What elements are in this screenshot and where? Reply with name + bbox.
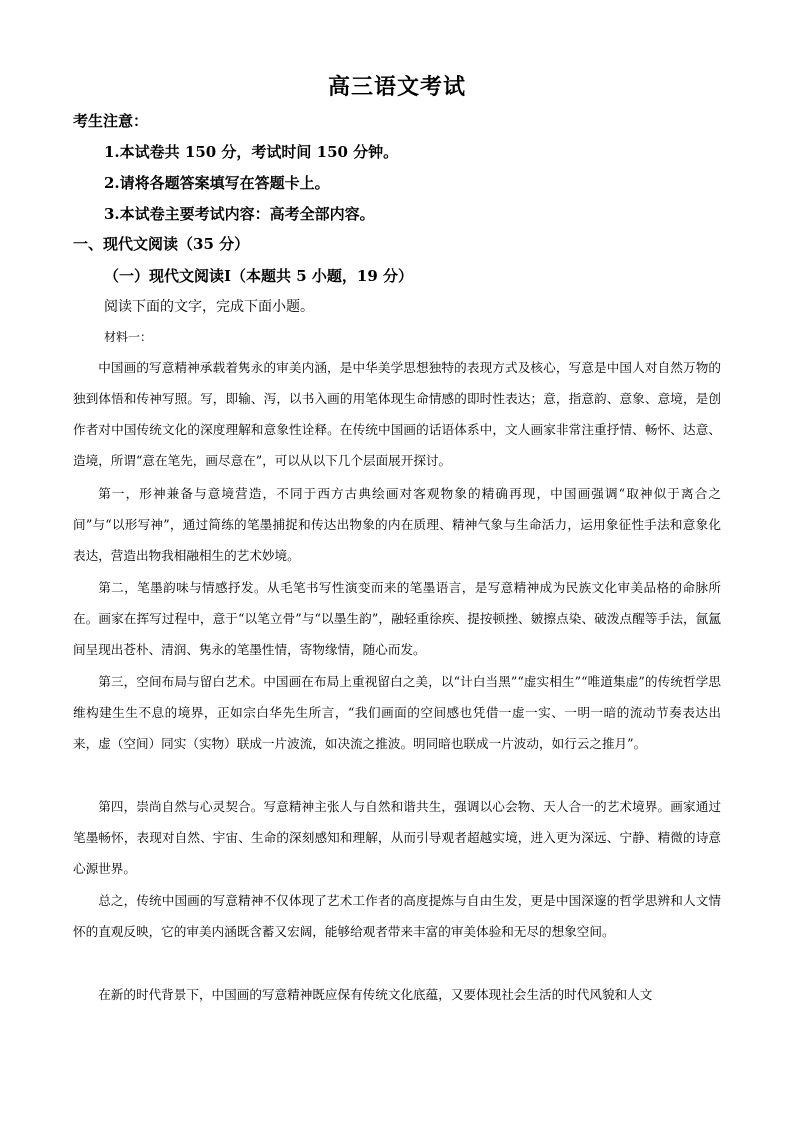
- notice-item-3: 3.本试卷主要考试内容：高考全部内容。: [104, 205, 375, 223]
- subsection-heading: （一）现代文阅读Ⅰ（本题共 5 小题，19 分）: [104, 267, 413, 285]
- material-label: 材料一：: [104, 330, 153, 344]
- paragraph-summary: 总之，传统中国画的写意精神不仅体现了艺术工作者的高度提炼与自由生发，更是中国深邃的哲学思辨和人文情怀的直观反映，它的审美内涵既含蓄又宏阔，能够给观者带来丰富的审美体验和无尽的想象空间。: [73, 893, 721, 939]
- paragraph-point-3: 第三，空间布局与留白艺术。中国画在布局上重视留白之美，以“计白当黑”“虚实相生”“唯道集虚”的传统哲学思维构建生生不息的境界，正如宗白华先生所言，“我们画面的空间感也凭借一虚一实、一明一暗的流动节奏表达出来，虚（空间）同实（实物）联成一片波流，如决流之推波。明同暗也联成一片波动，如行云之推月”。: [73, 674, 721, 751]
- paragraph-intro: 中国画的写意精神承载着隽永的审美内涵，是中华美学思想独特的表现方式及核心，写意是中国人对自然万物的独到体悟和传神写照。写，即输、泻，以书入画的用笔体现生命情感的即时性表达；意，指意韵、意象、意境，是创作者对中国传统文化的深度理解和意象性诠释。在传统中国画的话语体系中，文人画家非常注重抒情、畅怀、达意、造境，所谓“意在笔先，画尽意在”，可以从以下几个层面展开探讨。: [73, 360, 721, 468]
- section-heading: 一、现代文阅读（35 分）: [73, 235, 250, 253]
- paragraph-point-1: 第一，形神兼备与意境营造，不同于西方古典绘画对客观物象的精确再现，中国画强调“取神似于离合之间”与“以形写神”，通过简练的笔墨捕捉和传达出物象的内在质理、精神气象与生命活力，运用象征性手法和意象化表达，营造出物我相融相生的艺术妙境。: [73, 486, 721, 563]
- paragraph-point-4: 第四，崇尚自然与心灵契合。写意精神主张人与自然和谐共生，强调以心会物、天人合一的艺术境界。画家通过笔墨畅怀，表现对自然、宇宙、生命的深刻感知和理解，从而引导观者超越实境，进入更为深远、宁静、精微的诗意心源世界。: [73, 799, 721, 876]
- reading-instruction: 阅读下面的文字，完成下面小题。: [104, 299, 314, 315]
- notice-item-1: 1.本试卷共 150 分，考试时间 150 分钟。: [104, 143, 399, 161]
- notice-item-2: 2.请将各题答案填写在答题卡上。: [104, 174, 330, 192]
- notice-heading: 考生注意：: [73, 112, 149, 130]
- paragraph-point-2: 第二，笔墨韵味与情感抒发。从毛笔书写性演变而来的笔墨语言，是写意精神成为民族文化审美品格的命脉所在。画家在挥写过程中，意于“以笔立骨”与“以墨生韵”，融轻重徐疾、提按顿挫、皴擦点染、破泼点醒等手法，氤氲间呈现出苍朴、清润、隽永的笔墨性情，寄物缘情，随心而发。: [73, 580, 721, 657]
- exam-title: 高三语文考试: [327, 74, 466, 100]
- paragraph-continuation: 在新的时代背景下，中国画的写意精神既应保有传统文化底蕴，又要体现社会生活的时代风貌和人文: [98, 987, 653, 1002]
